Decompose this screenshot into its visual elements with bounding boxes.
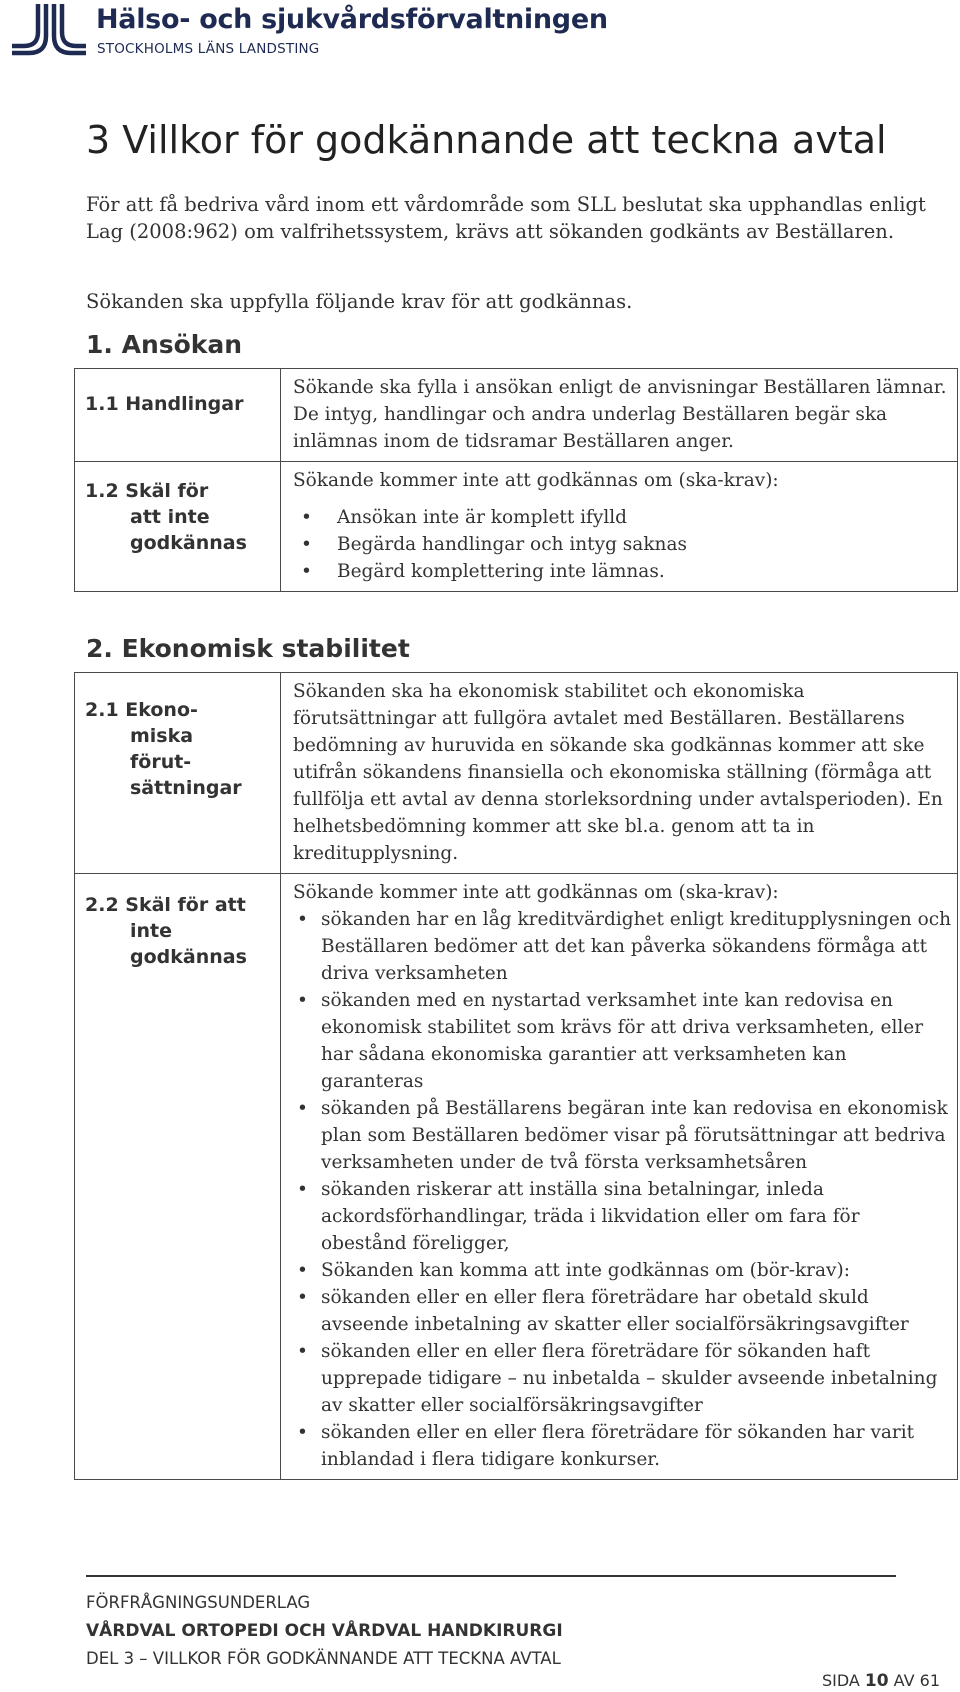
row-body-cell xyxy=(281,673,958,874)
row-text: Sökanden ska ha ekonomisk stabilitet och ekonomiska förutsättningar att fullgöra avtalet med Beställaren. Beställarens bedömning av huruvida en sökande ska godkännas kommer att ske utifrån sökandens finansiella och ekonomiska ställning (förmåga att fullfölja ett avtal av denna storleksordning under avtalsperioden). En helhetsbedömning kommer att ske bl.a. genom att ta in kreditupplysning. xyxy=(293,681,943,864)
section-heading-ansokan: 1. Ansökan xyxy=(86,330,243,359)
list-item: • Begärd komplettering inte lämnas. xyxy=(293,558,951,585)
row-label-cell xyxy=(75,673,281,874)
row-label-cont: sättningar xyxy=(130,777,242,799)
org-name: Hälso- och sjukvårdsförvaltningen xyxy=(96,4,608,35)
list-item: • sökanden på Beställarens begäran inte kan redovisa en ekonomisk plan som Beställaren bedömer visar på förutsättningar att bedriva verksamheten under de två första verksamhetsåren xyxy=(293,1095,951,1176)
intro-requirements: Sökanden ska uppfylla följande krav för att godkännas. xyxy=(86,290,633,313)
row-intro: Sökande kommer inte att godkännas om (ska-krav): xyxy=(293,882,779,903)
intro-paragraph: För att få bedriva vård inom ett vårdområde som SLL beslutat ska upphandlas enligt Lag (2008:962) om valfrihetssystem, krävs att sökanden godkänts av Beställaren. xyxy=(86,193,926,243)
list-item: • sökanden eller en eller flera företrädare för sökanden har varit inblandad i flera tidigare konkurser. xyxy=(293,1419,951,1473)
row-intro: Sökande kommer inte att godkännas om (ska-krav): xyxy=(293,470,779,491)
row-label-cont: inte xyxy=(130,920,173,942)
page-total: 61 xyxy=(919,1671,940,1690)
list-item: • Begärda handlingar och intyg saknas xyxy=(293,531,951,558)
requirement-list xyxy=(293,504,951,585)
list-item: • sökanden har en låg kreditvärdighet enligt kreditupplysningen och Beställaren bedömer att det kan påverka sökandens förmåga att driva verksamheten xyxy=(293,906,951,987)
page-title: 3 Villkor för godkännande att teckna avtal xyxy=(86,118,887,162)
list-item: • sökanden eller en eller flera företrädare för sökanden haft upprepade tidigare – nu inbetalda – skulder avseende inbetalning av skatter eller socialförsäkringsavgifter xyxy=(293,1338,951,1419)
row-label-cont: förut- xyxy=(130,751,192,773)
page-number xyxy=(822,1671,940,1691)
page-prefix: SIDA xyxy=(821,1671,860,1690)
footer-divider xyxy=(86,1575,896,1577)
row-body-cell xyxy=(281,874,958,1480)
list-item: • sökanden eller en eller flera företrädare har obetald skuld avseende inbetalning av skatter eller socialförsäkringsavgifter xyxy=(293,1284,951,1338)
table-row xyxy=(75,369,958,462)
list-item: • Sökanden kan komma att inte godkännas om (bör-krav): xyxy=(293,1257,951,1284)
row-label: 1.1 Handlingar xyxy=(85,393,244,415)
table-row xyxy=(75,673,958,874)
row-label-cont: att inte xyxy=(130,506,210,528)
ansokan-table xyxy=(74,368,958,592)
row-body-cell xyxy=(281,462,958,592)
footer-doc-part: DEL 3 – VILLKOR FÖR GODKÄNNANDE ATT TECKNA AVTAL xyxy=(86,1649,561,1668)
spacer xyxy=(293,494,951,504)
org-subtitle: STOCKHOLMS LÄNS LANDSTING xyxy=(97,41,320,57)
footer-doc-title: VÅRDVAL ORTOPEDI OCH VÅRDVAL HANDKIRURGI xyxy=(86,1621,563,1641)
row-label-cont: godkännas xyxy=(130,532,247,554)
table-row xyxy=(75,462,958,592)
list-item: • sökanden med en nystartad verksamhet inte kan redovisa en ekonomisk stabilitet som krävs för att driva verksamheten, eller har sådana ekonomiska garantier att verksamheten kan garanteras xyxy=(293,987,951,1095)
header xyxy=(8,2,648,58)
row-text: Sökande ska fylla i ansökan enligt de anvisningar Beställaren lämnar. De intyg, handlingar och andra underlag Beställaren begär ska inlämnas inom de tidsramar Beställaren anger. xyxy=(293,377,947,452)
footer-doc-type: FÖRFRÅGNINGSUNDERLAG xyxy=(86,1593,311,1612)
sll-logo-icon xyxy=(8,2,88,58)
table-row xyxy=(75,874,958,1480)
page-mid: AV xyxy=(893,1671,915,1690)
list-item: • sökanden riskerar att inställa sina betalningar, inleda ackordsförhandlingar, träda i likvidation eller om fara för obestånd föreligger, xyxy=(293,1176,951,1257)
row-label: 1.2 Skäl för xyxy=(85,480,209,502)
list-item: • Ansökan inte är komplett ifylld xyxy=(293,504,951,531)
section-heading-ekonomisk: 2. Ekonomisk stabilitet xyxy=(86,634,410,663)
ekonomisk-table xyxy=(74,672,958,1480)
row-label-cont: miska xyxy=(130,725,194,747)
requirement-list xyxy=(293,906,951,1473)
page-current: 10 xyxy=(864,1671,889,1691)
row-label: 2.1 Ekono- xyxy=(85,699,198,721)
row-body-cell xyxy=(281,369,958,462)
row-label-cell xyxy=(75,874,281,1480)
row-label-cell xyxy=(75,462,281,592)
row-label-cell xyxy=(75,369,281,462)
row-label-cont: godkännas xyxy=(130,946,247,968)
row-label: 2.2 Skäl för att xyxy=(85,894,246,916)
